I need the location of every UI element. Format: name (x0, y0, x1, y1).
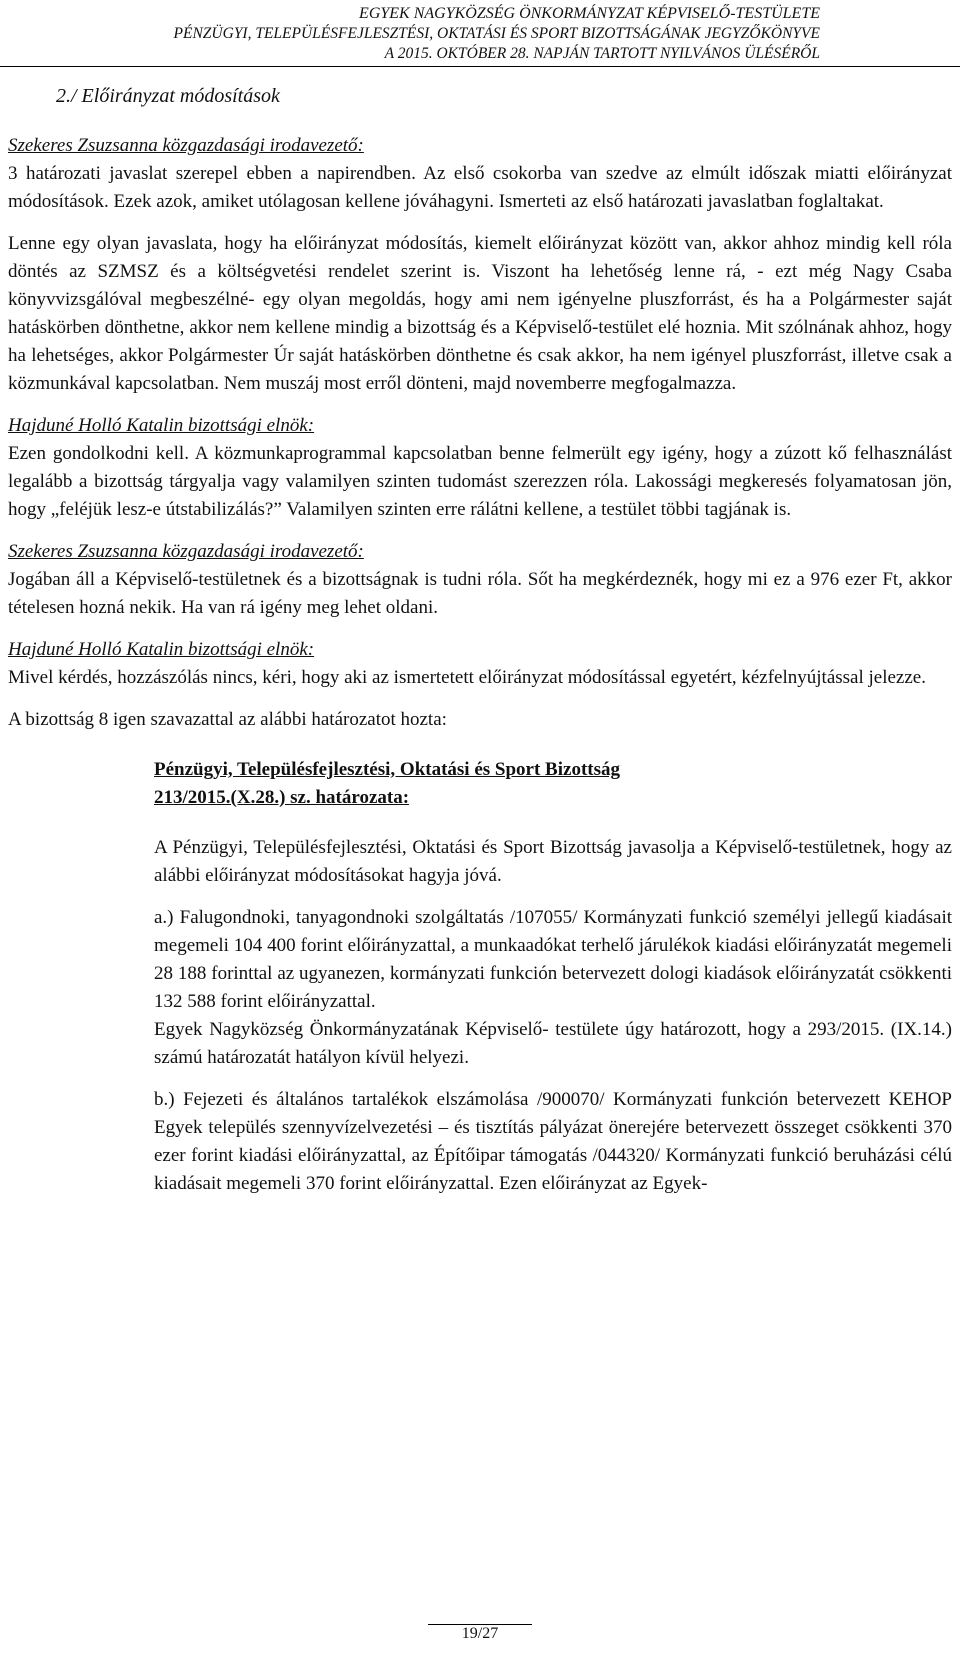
resolution-item-a-note: Egyek Nagyközség Önkormányzatának Képviselő- testülete úgy határozott, hogy a 293/2015. (IX.14.) számú határozatát hatályon kívül helyezi. (154, 1019, 952, 1068)
header-line-1: EGYEK NAGYKÖZSÉG ÖNKORMÁNYZAT KÉPVISELŐ-TESTÜLETE (359, 5, 820, 22)
paragraph: A bizottság 8 igen szavazattal az alábbi határozatot hozta: (8, 709, 447, 730)
paragraph: Jogában áll a Képviselő-testületnek és a bizottságnak is tudni róla. Sőt ha megkérdeznék, hogy mi ez a 976 ezer Ft, akkor tételesen hozná nekik. Ha van rá igény meg lehet oldani. (8, 569, 952, 618)
page-footer (0, 1624, 960, 1643)
header-line-2: PÉNZÜGYI, TELEPÜLÉSFEJLESZTÉSI, OKTATÁSI ÉS SPORT BIZOTTSÁGÁNAK JEGYZŐKÖNYVE (173, 25, 820, 42)
paragraph: Ezen gondolkodni kell. A közmunkaprogrammal kapcsolatban benne felmerült egy igény, hogy a zúzott kő felhasználást legalább a bizottság tárgyalja vagy valamilyen szinten tudomást szerezzen róla. Lakossági megkeresés folyamatosan jön, hogy „feléjük lesz-e útstabilizálás?” Valamilyen szinten erre rálátni kellene, a testület többi tagjának is. (8, 443, 952, 520)
paragraph: Lenne egy olyan javaslata, hogy ha előirányzat módosítás, kiemelt előirányzat között van, akkor ahhoz mindig kell róla döntés az SZMSZ és a költségvetési rendelet szerint is. Viszont ha lehetőség lenne rá, - ezt még Nagy Csaba könyvvizsgálóval megbeszélné- egy olyan megoldás, hogy ami nem igényelne pluszforrást, és ha a Polgármester saját hatáskörben dönthetne, akkor nem kellene mindig a bizottság és a Képviselő-testület elé hoznia. Mit szólnának ahhoz, hogy ha lehetséges, akkor Polgármester Úr saját hatáskörben dönthetne és csak akkor, ha nem igényel pluszforrást, illetve csak a közmunkával kapcsolatban. Nem muszáj most erről dönteni, majd novemberre megfogalmazza. (8, 233, 952, 394)
header-rule (0, 66, 960, 67)
resolution-title: Pénzügyi, Településfejlesztési, Oktatási és Sport Bizottság (154, 759, 620, 780)
section-title: 2./ Előirányzat módosítások (56, 85, 280, 107)
resolution-number: 213/2015.(X.28.) sz. határozata: (154, 787, 410, 808)
resolution-item-a: a.) Falugondnoki, tanyagondnoki szolgáltatás /107055/ Kormányzati funkció személyi jellegű kiadásait megemeli 104 400 forint előirányzattal, a munkaadókat terhelő járulékok kiadási előirányzatát megemeli 28 188 forinttal az ugyanezen, kormányzati funkción betervezett dologi kiadások előirányzatát csökkenti 132 588 forint előirányzattal. (154, 907, 952, 1012)
paragraph: Mivel kérdés, hozzászólás nincs, kéri, hogy aki az ismertetett előirányzat módosítással egyetért, kézfelnyújtással jelezze. (8, 667, 926, 688)
header-line-3: A 2015. OKTÓBER 28. NAPJÁN TARTOTT NYILVÁNOS ÜLÉSÉRŐL (384, 45, 820, 62)
speaker-label: Hajduné Holló Katalin bizottsági elnök: (8, 415, 315, 436)
speaker-label: Szekeres Zsuzsanna közgazdasági irodavezető: (8, 541, 364, 562)
document-header (0, 4, 820, 64)
paragraph: 3 határozati javaslat szerepel ebben a napirendben. Az első csokorba van szedve az elmúlt időszak miatti előirányzat módosítások. Ezek azok, amiket utólagosan kellene jóváhagyni. Ismerteti az első határozati javaslatban foglaltakat. (8, 163, 952, 212)
speaker-label: Szekeres Zsuzsanna közgazdasági irodavezető: (8, 135, 364, 156)
page-number: 19/27 (428, 1624, 532, 1643)
speaker-label: Hajduné Holló Katalin bizottsági elnök: (8, 639, 315, 660)
resolution-block (154, 756, 952, 1198)
document-body (8, 82, 952, 1198)
resolution-intro: A Pénzügyi, Településfejlesztési, Oktatási és Sport Bizottság javasolja a Képviselő-testületnek, hogy az alábbi előirányzat módosításokat hagyja jóvá. (154, 837, 952, 886)
resolution-item-b: b.) Fejezeti és általános tartalékok elszámolása /900070/ Kormányzati funkción betervezett KEHOP Egyek település szennyvízelvezetési – és tisztítás pályázat önerejére betervezett összeget csökkenti 370 ezer forint kiadási előirányzattal, az Építőipar támogatás /044320/ Kormányzati funkció beruházási célú kiadásait megemeli 370 forint előirányzattal. Ezen előirányzat az Egyek- (154, 1089, 952, 1194)
